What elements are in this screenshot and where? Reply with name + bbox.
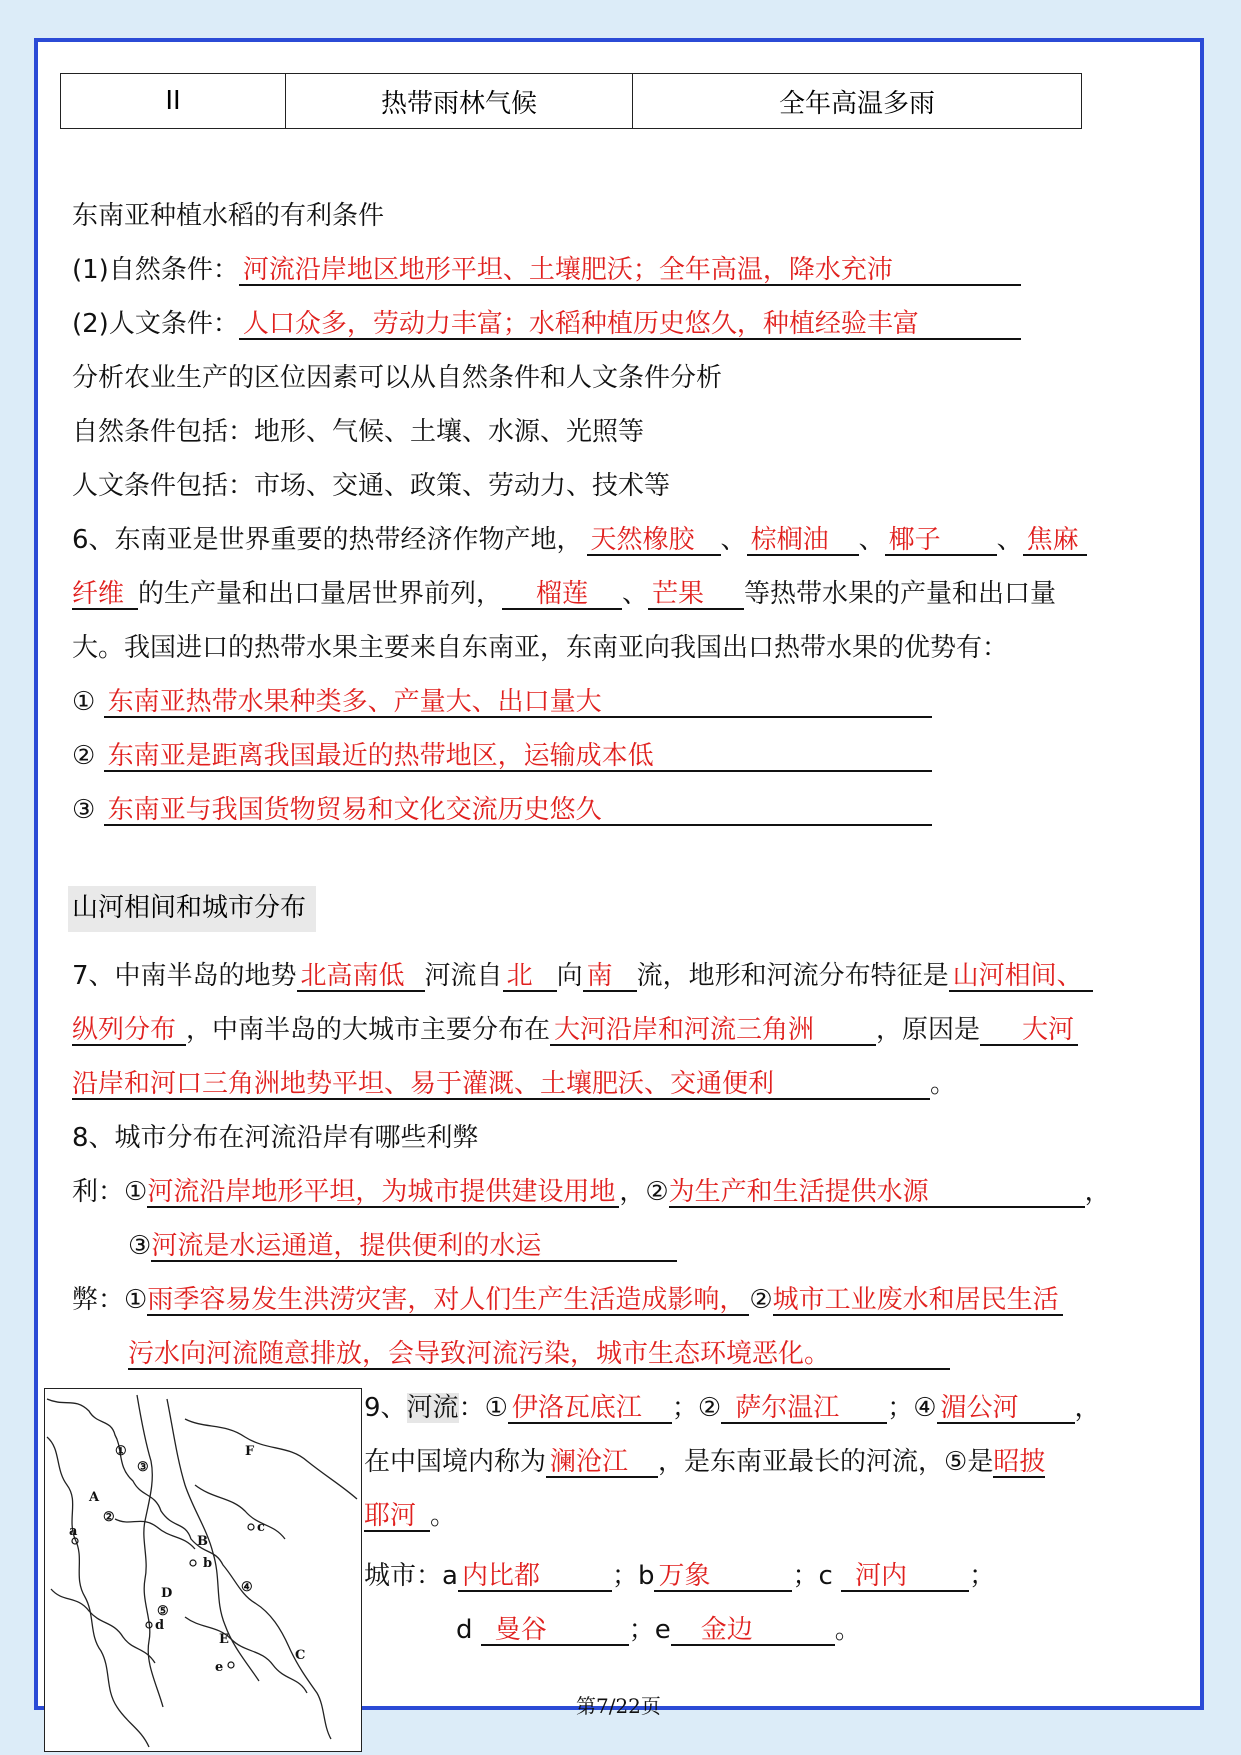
q7-line-2 — [72, 1013, 1078, 1047]
q6-adv-1-mark: ① — [72, 687, 96, 717]
q8-pro3-mark: ③ — [128, 1231, 152, 1261]
q9-river-4: 湄公河 — [937, 1394, 1075, 1424]
q6-adv-3-mark: ③ — [72, 795, 96, 825]
map-label-d: d — [155, 1618, 165, 1633]
page-number: 第7/22页 — [576, 1694, 661, 1718]
q6-lead: 6、东南亚是世界重要的热带经济作物产地， — [72, 525, 583, 555]
q9-city-e: 金边 — [671, 1616, 835, 1646]
q9-city-a: 内比都 — [458, 1562, 612, 1592]
q6-adv-2-mark: ② — [72, 741, 96, 771]
q8-title: 8、城市分布在河流沿岸有哪些利弊 — [72, 1123, 479, 1153]
climate-table — [60, 73, 1082, 129]
q6-crop-3: 椰子 — [885, 526, 997, 556]
q6-crop-1: 天然橡胶 — [587, 526, 721, 556]
table-cell-roman: II — [61, 74, 286, 129]
map-label-2: ② — [103, 1510, 115, 1525]
table-cell-feature: 全年高温多雨 — [633, 74, 1082, 129]
q6-fruit-1: 榴莲 — [502, 580, 622, 610]
map-label-E: E — [219, 1632, 229, 1647]
q9-semi: ； — [628, 1615, 655, 1645]
q9-city-b: 万象 — [654, 1562, 792, 1592]
q7-text-e: ，中南半岛的大城市主要分布在 — [186, 1015, 551, 1045]
q9-label: 河流 — [406, 1393, 459, 1423]
q9-colon: ： — [458, 1393, 485, 1423]
q9-china-b: ，是东南亚最长的河流，⑤是 — [658, 1447, 994, 1477]
q9-city-a-key: a — [442, 1561, 458, 1591]
map-label-4: ④ — [241, 1580, 253, 1595]
q8-con2-mark: ② — [749, 1285, 773, 1315]
q9-mark-4: ④ — [913, 1393, 937, 1423]
q9-comma: ， — [1074, 1393, 1101, 1423]
q7-terrain: 北高南低 — [297, 962, 425, 992]
q6-sep: 、 — [858, 525, 885, 555]
natural-factors-text: 自然条件包括：地形、气候、土壤、水源、光照等 — [72, 417, 645, 447]
q9-num: 9、 — [364, 1393, 407, 1423]
q8-pro1-mark: ① — [124, 1177, 148, 1207]
q9-mark-1: ① — [484, 1393, 508, 1423]
analysis-text: 分析农业生产的区位因素可以从自然条件和人文条件分析 — [72, 363, 723, 393]
table-cell-climate: 热带雨林气候 — [286, 74, 633, 129]
q7-from: 北 — [503, 962, 557, 992]
q6-adv-2-text: 东南亚是距离我国最近的热带地区，运输成本低 — [104, 742, 932, 772]
q9-cities-line-2 — [456, 1613, 861, 1647]
map-city-c — [248, 1524, 254, 1530]
q7-reason-b: 沿岸和河口三角洲地势平坦、易于灌溉、土壤肥沃、交通便利 — [72, 1070, 930, 1100]
q9-river-5a: 昭披 — [993, 1447, 1046, 1477]
map-label-A: A — [89, 1490, 100, 1505]
q7-to: 南 — [583, 962, 637, 992]
q9-city-c: 河内 — [841, 1562, 969, 1592]
q9-semi: ； — [887, 1393, 914, 1423]
q6-line-3: 大。我国进口的热带水果主要来自东南亚，东南亚向我国出口热带水果的优势有： — [72, 633, 1009, 663]
q9-china-a: 在中国境内称为 — [364, 1447, 547, 1477]
q9-line-3 — [364, 1499, 456, 1533]
q9-river-1: 伊洛瓦底江 — [508, 1394, 672, 1424]
q8-con-1: 雨季容易发生洪涝灾害，对人们生产生活造成影响， — [147, 1286, 749, 1316]
map-city-b — [190, 1560, 196, 1566]
map-label-e: e — [215, 1660, 224, 1675]
q7-text-f: ，原因是 — [876, 1015, 981, 1045]
q6-crop-4a: 焦麻 — [1023, 526, 1087, 556]
q6-sep: 、 — [996, 525, 1023, 555]
q9-river-2: 萨尔温江 — [721, 1394, 887, 1424]
q8-pro-2: 为生产和生活提供水源 — [669, 1178, 1085, 1208]
q7-text-b: 河流自 — [424, 961, 503, 991]
map-label-C: C — [295, 1648, 306, 1663]
q8-con-2a: 城市工业废水和居民生活 — [773, 1286, 1063, 1316]
q9-line-1 — [364, 1391, 1101, 1425]
q6-adv-2 — [72, 739, 932, 773]
q6-crop-2: 棕榈油 — [747, 526, 859, 556]
q9-end: 。 — [834, 1615, 861, 1645]
q9-river-5b: 耶河 — [364, 1502, 430, 1532]
rice-natural-label: (1)自然条件： — [72, 255, 239, 285]
q6-sep: 、 — [720, 525, 747, 555]
q7-feature-b: 纵列分布 — [72, 1016, 186, 1046]
q7-end: 。 — [930, 1069, 957, 1099]
q8-con-line-1 — [72, 1283, 1063, 1317]
q7-line-3 — [72, 1067, 956, 1101]
q7-text-d: 流，地形和河流分布特征是 — [636, 961, 949, 991]
map-label-D: D — [161, 1586, 173, 1601]
q6-fruit-2: 芒果 — [648, 580, 744, 610]
q6-mid: 的生产量和出口量居世界前列， — [138, 579, 503, 609]
q9-city-b-key: b — [637, 1561, 655, 1591]
map-label-b: b — [203, 1556, 213, 1571]
q9-cities-label: 城市： — [364, 1561, 443, 1591]
q9-cities-line-1 — [364, 1559, 995, 1593]
q9-line-2 — [364, 1445, 1045, 1479]
q6-adv-3-text: 东南亚与我国货物贸易和文化交流历史悠久 — [104, 796, 932, 826]
q9-city-d: 曼谷 — [481, 1616, 629, 1646]
q6-line-1 — [72, 523, 1087, 557]
map-label-3: ③ — [137, 1460, 149, 1475]
q6-adv-1 — [72, 685, 932, 719]
human-factors-text: 人文条件包括：市场、交通、政策、劳动力、技术等 — [72, 471, 671, 501]
q8-con-2b: 污水向河流随意排放，会导致河流污染，城市生态环境恶化。 — [128, 1340, 950, 1370]
q9-end: 。 — [430, 1501, 457, 1531]
rice-human-answer: 人口众多，劳动力丰富；水稻种植历史悠久，种植经验丰富 — [239, 310, 1021, 340]
q8-comma: ， — [1084, 1177, 1111, 1207]
rice-human-label: (2)人文条件： — [72, 309, 239, 339]
q9-mark-2: ② — [697, 1393, 722, 1423]
rice-title: 东南亚种植水稻的有利条件 — [72, 201, 385, 231]
q9-city-c-key: c — [818, 1561, 833, 1591]
table-row — [61, 74, 1082, 129]
q6-crop-4b: 纤维 — [72, 580, 138, 610]
q7-reason-a: 大河 — [980, 1016, 1078, 1046]
rice-natural-line — [72, 253, 1021, 287]
map-label-a: a — [69, 1524, 78, 1539]
q9-semi: ； — [611, 1561, 638, 1591]
q8-pro-line-1 — [72, 1175, 1111, 1209]
q8-pro2-mark: ② — [645, 1177, 669, 1207]
indochina-map — [44, 1388, 362, 1752]
map-label-F: F — [245, 1444, 255, 1459]
q8-pro-line-2 — [128, 1229, 677, 1263]
q8-pro-3: 河流是水运通道，提供便利的水运 — [151, 1232, 677, 1262]
q7-feature-a: 山河相间、 — [949, 962, 1093, 992]
map-label-5: ⑤ — [157, 1604, 169, 1619]
q9-semi: ； — [969, 1561, 996, 1591]
q8-comma: ， — [619, 1177, 646, 1207]
q7-text-c: 向 — [556, 961, 583, 991]
q6-adv-1-text: 东南亚热带水果种类多、产量大、出口量大 — [104, 688, 932, 718]
q8-pro-1: 河流沿岸地形平坦，为城市提供建设用地 — [147, 1178, 619, 1208]
section-title: 山河相间和城市分布 — [68, 886, 316, 932]
q8-con1-mark: ① — [124, 1285, 148, 1315]
q6-sep: 、 — [622, 579, 649, 609]
map-svg — [45, 1389, 361, 1751]
q6-tail: 等热带水果的产量和出口量 — [744, 579, 1057, 609]
rice-human-line — [72, 307, 1021, 341]
rice-natural-answer: 河流沿岸地区地形平坦、土壤肥沃；全年高温，降水充沛 — [239, 256, 1021, 286]
q8-pro-label: 利： — [72, 1177, 125, 1207]
q9-semi: ； — [792, 1561, 819, 1591]
q9-city-e-key: e — [654, 1615, 671, 1645]
q9-semi: ； — [671, 1393, 698, 1423]
q7-text-a: 7、中南半岛的地势 — [72, 961, 297, 991]
q9-city-d-key: d — [456, 1615, 473, 1645]
q9-china-name: 澜沧江 — [546, 1448, 658, 1478]
q6-adv-3 — [72, 793, 932, 827]
q8-con-label: 弊： — [72, 1285, 125, 1315]
q7-line-1 — [72, 959, 1093, 993]
q8-con-line-2 — [128, 1337, 950, 1371]
q6-line-2 — [72, 577, 1056, 611]
map-label-c: c — [257, 1520, 265, 1535]
q7-location: 大河沿岸和河流三角洲 — [550, 1016, 876, 1046]
map-label-B: B — [197, 1534, 208, 1549]
map-city-e — [228, 1662, 234, 1668]
map-label-1: ① — [115, 1444, 127, 1459]
